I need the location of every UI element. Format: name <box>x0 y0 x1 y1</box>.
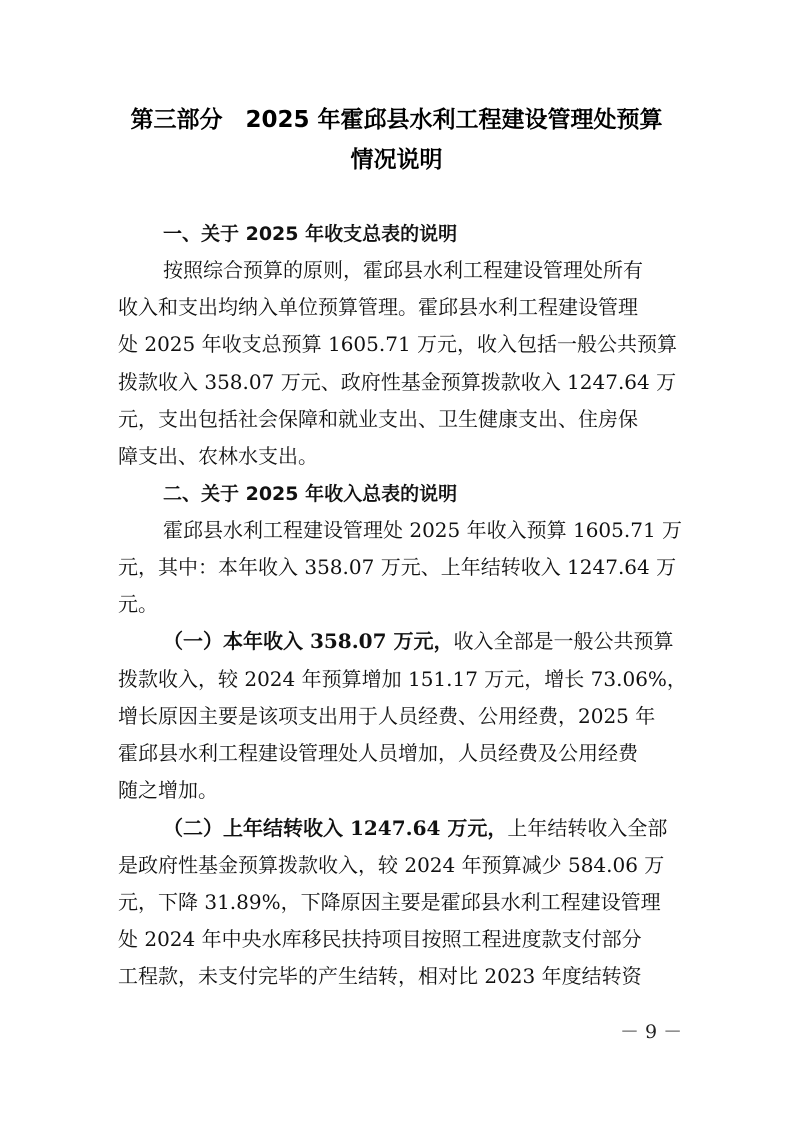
item-2-line-2: 是政府性基金预算拨款收入，较 2024 年预算减少 584.06 万 <box>118 853 665 877</box>
item-1-bold-lead: （一）本年收入 358.07 万元， <box>163 629 454 653</box>
section-2-intro-line-1: 霍邱县水利工程建设管理处 2025 年收入预算 1605.71 万 <box>163 518 683 542</box>
item-1-first-rest: 收入全部是一般公共预算 <box>453 629 674 653</box>
section-1-line-5: 元，支出包括社会保障和就业支出、卫生健康支出、住房保 <box>118 407 638 431</box>
item-1-line-3: 增长原因主要是该项支出用于人员经费、公用经费，2025 年 <box>118 704 656 728</box>
item-2-bold-lead: （二）上年结转收入 1247.64 万元， <box>163 816 508 840</box>
item-1-first-line <box>163 627 673 655</box>
section-1-line-1: 按照综合预算的原则，霍邱县水利工程建设管理处所有 <box>163 258 643 282</box>
page-title-line-2: 情况说明 <box>350 147 443 173</box>
page-number: － 9 － <box>620 1021 683 1043</box>
page-title-line-1: 第三部分 2025 年霍邱县水利工程建设管理处预算 <box>130 107 663 133</box>
item-2-first-rest: 上年结转收入全部 <box>507 816 668 840</box>
section-2-intro-line-2: 元，其中：本年收入 358.07 万元、上年结转收入 1247.64 万 <box>118 555 677 579</box>
section-2-intro-line-3: 元。 <box>118 592 158 616</box>
item-2-first-line <box>163 814 667 842</box>
section-1-line-2: 收入和支出均纳入单位预算管理。霍邱县水利工程建设管理 <box>118 295 638 319</box>
item-1-line-5: 随之增加。 <box>118 778 218 802</box>
section-1-line-6: 障支出、农林水支出。 <box>118 444 318 468</box>
section-1-line-4: 拨款收入 358.07 万元、政府性基金预算拨款收入 1247.64 万 <box>118 370 677 394</box>
item-2-line-5: 工程款，未支付完毕的产生结转，相对比 2023 年度结转资 <box>118 964 642 988</box>
section-1-heading: 一、关于 2025 年收支总表的说明 <box>163 223 458 245</box>
item-1-line-2: 拨款收入，较 2024 年预算增加 151.17 万元，增长 73.06%， <box>118 667 687 691</box>
section-1-line-3: 处 2025 年收支总预算 1605.71 万元，收入包括一般公共预算 <box>118 332 678 356</box>
item-2-line-4: 处 2024 年中央水库移民扶持项目按照工程进度款支付部分 <box>118 927 642 951</box>
item-1-line-4: 霍邱县水利工程建设管理处人员增加，人员经费及公用经费 <box>118 741 638 765</box>
item-2-line-3: 元，下降 31.89%，下降原因主要是霍邱县水利工程建设管理 <box>118 890 661 914</box>
section-2-heading: 二、关于 2025 年收入总表的说明 <box>163 483 458 505</box>
